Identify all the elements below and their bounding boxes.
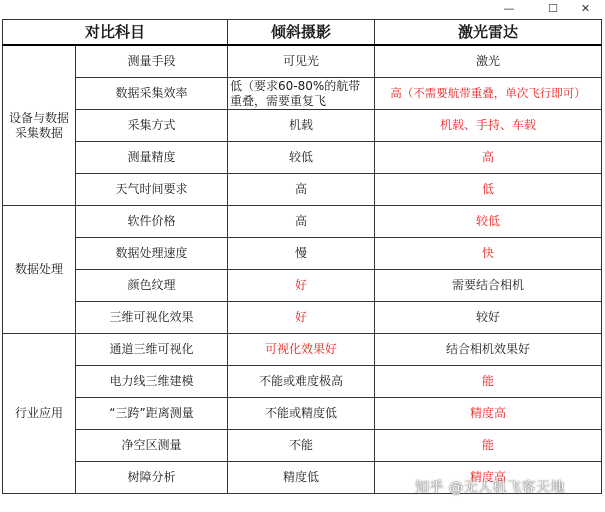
row-item: 电力线三维建模 <box>76 366 228 398</box>
table-row <box>3 174 602 206</box>
header-lidar: 激光雷达 <box>375 20 602 46</box>
row-item: 测量手段 <box>76 45 228 78</box>
comparison-table <box>2 19 602 494</box>
table-row <box>3 334 602 366</box>
oblique-value: 好 <box>228 270 375 302</box>
oblique-value: 机载 <box>228 110 375 142</box>
lidar-value: 高（不需要航带重叠，单次飞行即可） <box>375 78 602 110</box>
row-item: 三维可视化效果 <box>76 302 228 334</box>
table-row <box>3 45 602 78</box>
close-icon[interactable]: ✕ <box>580 2 591 15</box>
table-row <box>3 206 602 238</box>
maximize-icon[interactable]: ☐ <box>548 2 558 15</box>
row-item: 净空区测量 <box>76 430 228 462</box>
window-titlebar <box>0 0 605 18</box>
lidar-value: 低 <box>375 174 602 206</box>
lidar-value: 需要结合相机 <box>375 270 602 302</box>
table-row <box>3 270 602 302</box>
table-row <box>3 430 602 462</box>
category-equipment: 设备与数据 采集数据 <box>3 45 76 206</box>
zhihu-watermark: 知乎 @无人机飞客天地 <box>415 480 565 496</box>
table-row <box>3 142 602 174</box>
table-row <box>3 398 602 430</box>
lidar-value: 结合相机效果好 <box>375 334 602 366</box>
row-item: 采集方式 <box>76 110 228 142</box>
lidar-value: 激光 <box>375 45 602 78</box>
category-data-processing: 数据处理 <box>3 206 76 334</box>
oblique-value: 不能 <box>228 430 375 462</box>
oblique-value: 低（要求60-80%的航带重叠，需要重复飞 <box>228 78 375 110</box>
lidar-value: 较好 <box>375 302 602 334</box>
header-oblique-photography: 倾斜摄影 <box>228 20 375 46</box>
lidar-value: 精度高 <box>375 462 602 494</box>
oblique-value: 好 <box>228 302 375 334</box>
lidar-value: 快 <box>375 238 602 270</box>
oblique-value: 可视化效果好 <box>228 334 375 366</box>
oblique-value: 可见光 <box>228 45 375 78</box>
oblique-value: 不能或精度低 <box>228 398 375 430</box>
table-row <box>3 110 602 142</box>
oblique-value: 慢 <box>228 238 375 270</box>
table-row <box>3 302 602 334</box>
oblique-value: 精度低 <box>228 462 375 494</box>
header-item: 对比科目 <box>3 20 228 46</box>
lidar-value: 较低 <box>375 206 602 238</box>
row-item: 数据处理速度 <box>76 238 228 270</box>
row-item: 通道三维可视化 <box>76 334 228 366</box>
lidar-value: 能 <box>375 366 602 398</box>
oblique-value: 高 <box>228 174 375 206</box>
lidar-value: 高 <box>375 142 602 174</box>
lidar-value: 精度高 <box>375 398 602 430</box>
table-row <box>3 238 602 270</box>
row-item: 软件价格 <box>76 206 228 238</box>
table-row <box>3 78 602 110</box>
row-item: 测量精度 <box>76 142 228 174</box>
row-item: 树障分析 <box>76 462 228 494</box>
table-header-row <box>3 20 602 46</box>
lidar-value: 机载、手持、车载 <box>375 110 602 142</box>
oblique-value: 高 <box>228 206 375 238</box>
minimize-icon[interactable]: — <box>503 2 515 15</box>
row-item: 数据采集效率 <box>76 78 228 110</box>
table-row <box>3 366 602 398</box>
row-item: 天气时间要求 <box>76 174 228 206</box>
row-item: 颜色纹理 <box>76 270 228 302</box>
category-industry-application: 行业应用 <box>3 334 76 494</box>
oblique-value: 不能或难度极高 <box>228 366 375 398</box>
row-item: “三跨”距离测量 <box>76 398 228 430</box>
oblique-value: 较低 <box>228 142 375 174</box>
lidar-value: 能 <box>375 430 602 462</box>
